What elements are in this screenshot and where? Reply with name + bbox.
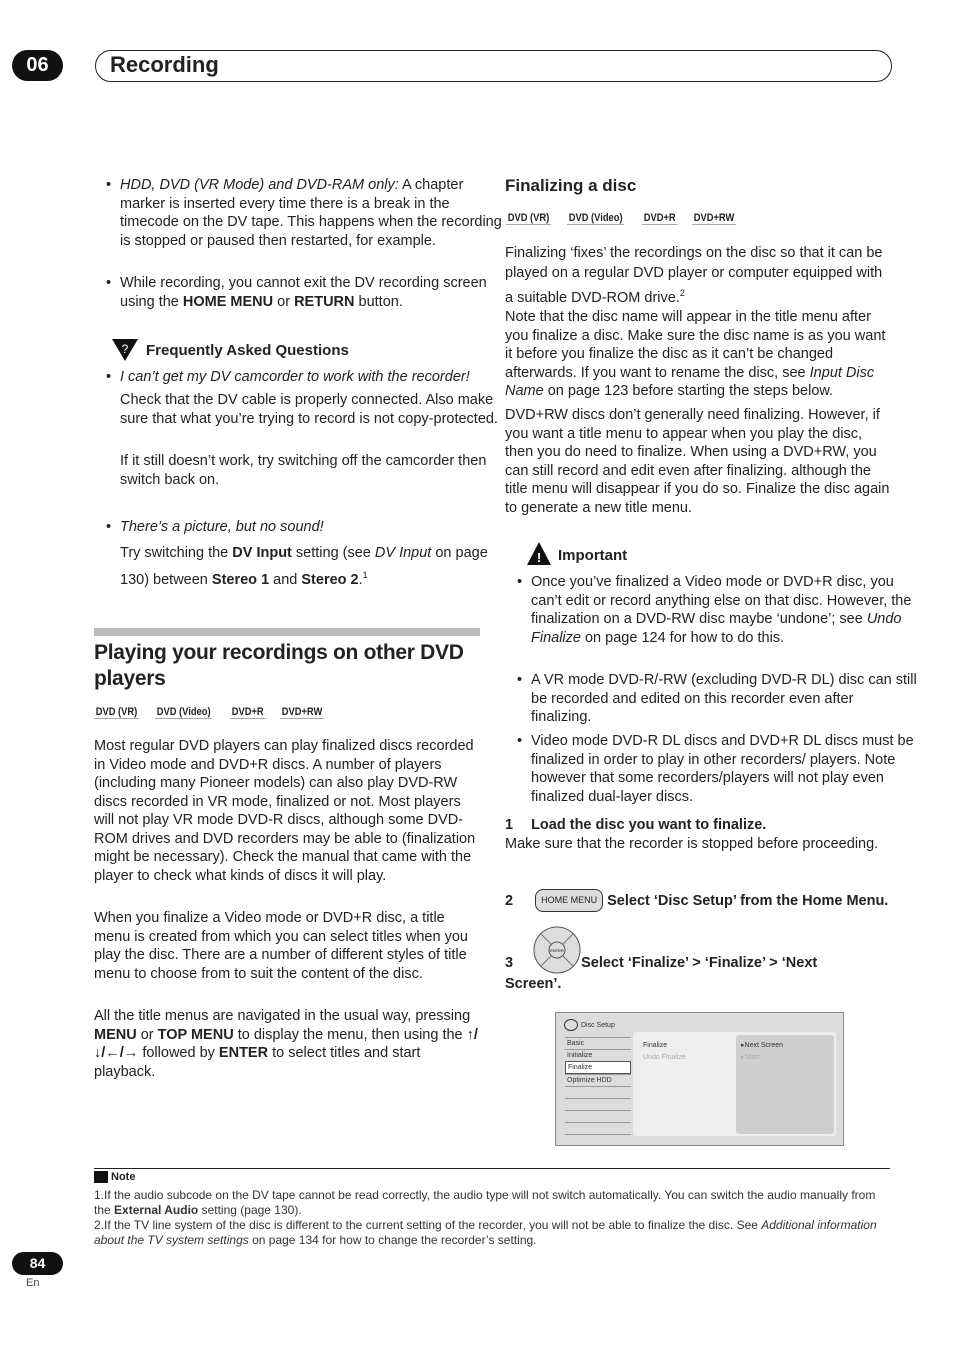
page-number: 84	[12, 1252, 63, 1275]
text-run: 1	[362, 570, 368, 580]
disc-badge: DVD (Video)	[156, 706, 211, 718]
faq-icon	[110, 337, 140, 363]
action-start[interactable]: ▸Start	[741, 1054, 760, 1061]
direction-pad-icon	[532, 925, 582, 975]
step-2	[505, 889, 888, 912]
step-number: 2	[505, 893, 514, 909]
disc-badge: DVD (VR)	[507, 212, 550, 224]
screen-menu-item[interactable]: Initialize	[565, 1049, 631, 1061]
text-run: A VR mode DVD-R/-RW (excluding DVD-R DL) disc can still be recorded and edited on this recorder even after finalizing.	[531, 672, 917, 725]
faq-answer	[94, 391, 506, 428]
screen-menu-empty	[565, 1134, 631, 1146]
text-run: DVD+RW discs don’t generally need finalizing. However, if you want a title menu to appear when you play the disc, then you do need to finalize. When using a DVD+RW, you can still record and edit even after finalizing. although the title menu will disappear if you do so. Finalize the disc again to generate a new title menu.	[505, 407, 890, 516]
text-run: on page 124 for how to do this.	[580, 629, 785, 646]
bullet-item	[94, 274, 506, 311]
section-title: Playing your recordings on other DVD players	[94, 641, 464, 690]
text-run: or	[136, 1026, 158, 1043]
text-run: or	[273, 293, 295, 310]
screen-actions	[741, 1040, 783, 1064]
text-run: on page 130) between	[120, 545, 488, 588]
text-run: Undo Finalize	[531, 611, 902, 646]
text-run: Input Disc Name	[505, 364, 875, 399]
screen-menu-empty	[565, 1098, 631, 1110]
step-text: Make sure that the recorder is stopped before proceeding.	[505, 836, 879, 852]
screen-menu-item[interactable]: Basic	[565, 1037, 631, 1049]
text-run: When you finalize a Video mode or DVD+R disc, a title menu is created from which you can select titles when you play the disc. There are a number of different styles of title menu to choose from to suit the content of the disc.	[94, 910, 468, 982]
disc-badge: DVD+R	[643, 212, 676, 224]
option-finalize[interactable]: Finalize	[643, 1042, 668, 1049]
text-run: setting (page 130).	[198, 1203, 302, 1217]
text-run: DV Input	[232, 545, 292, 561]
svg-text:?: ?	[121, 342, 129, 356]
screen-menu-item[interactable]: Optimize HDD	[565, 1074, 631, 1086]
paragraph	[94, 1007, 480, 1081]
text-run: Stereo 2	[301, 571, 359, 588]
text-run: on page 134 for how to change the recorder’s setting.	[248, 1233, 537, 1247]
disc-badges	[506, 212, 744, 225]
text-run: External Audio	[114, 1203, 199, 1217]
text-run: to select titles and start playback.	[94, 1045, 421, 1080]
text-run: ENTER	[218, 1045, 269, 1061]
text-run: TOP MENU	[157, 1026, 234, 1043]
text-run: HDD, DVD (VR Mode) and DVD-RAM only:	[120, 177, 399, 193]
disc-badge: DVD+RW	[693, 212, 735, 224]
text-run: MENU	[94, 1026, 137, 1043]
text-run: setting (see	[291, 545, 375, 561]
text-run: Once you’ve finalized a Video mode or DVD+R disc, you can’t edit or record anything else on that disc. However, the finalization on a DVD-RW disc maybe ‘undone’; see	[531, 574, 912, 627]
screen-options	[643, 1040, 686, 1064]
text-run: HOME MENU	[182, 293, 274, 310]
step-number: 3	[505, 955, 514, 971]
text-run: 1.If the audio subcode on the DV tape cannot be read correctly, the audio type will not switch automatically. You can switch the audio manually from the	[94, 1188, 876, 1217]
disc-badge: DVD (VR)	[95, 706, 138, 718]
faq-question	[94, 518, 506, 537]
text-run: Stereo 1	[211, 571, 270, 588]
text-run: 2	[679, 288, 685, 298]
step-1	[505, 816, 766, 835]
step-title: Select ‘Disc Setup’ from the Home Menu.	[607, 893, 889, 909]
text-run: to display the menu, then using the	[233, 1026, 467, 1043]
disc-icon	[564, 1019, 578, 1031]
faq-question	[94, 368, 506, 387]
faq-answer	[94, 452, 506, 489]
step-title: Select ‘Finalize’ > ‘Finalize’ > ‘Next Screen’.	[505, 955, 818, 992]
screen-menu-item[interactable]: Finalize	[565, 1061, 631, 1074]
screen-menu-empty	[565, 1086, 631, 1098]
paragraph	[94, 737, 480, 885]
bullet-item	[94, 176, 506, 250]
disc-badge: DVD (Video)	[568, 212, 623, 224]
chapter-number: 06	[12, 50, 63, 81]
disc-badges	[94, 706, 332, 719]
option-undo-finalize[interactable]: Undo Finalize	[643, 1054, 686, 1061]
text-run: There’s a picture, but no sound!	[120, 519, 324, 535]
text-run: Finalizing ‘fixes’ the recordings on the disc so that it can be played on a regular DVD player or computer equipped with a suitable DVD-ROM drive.	[505, 245, 883, 306]
step-title: Load the disc you want to finalize.	[531, 817, 767, 833]
chapter-title: Recording	[110, 52, 219, 77]
text-run: If it still doesn’t work, try switching off the camcorder then switch back on.	[120, 453, 487, 488]
text-run: ↑/↓/←/→	[94, 1026, 478, 1061]
text-run: A chapter marker is inserted every time there is a break in the timecode on the DV tape. This happens when the recording is stopped or paused then restarted, for example.	[120, 177, 502, 249]
bullet-item	[505, 732, 917, 806]
faq-title: Frequently Asked Questions	[146, 342, 349, 359]
faq-answer	[94, 542, 506, 591]
notes-heading: Note	[94, 1171, 135, 1183]
screen-menu-empty	[565, 1122, 631, 1134]
text-run: DV Input	[374, 545, 432, 561]
action-next-screen[interactable]: ▸Next Screen	[741, 1042, 784, 1049]
text-run: 2.If the TV line system of the disc is different to the current setting of the recorder, you will not be able to finalize the disc. See	[94, 1218, 762, 1232]
text-run: I can’t get my DV camcorder to work with the recorder!	[120, 369, 470, 385]
text-run: and	[269, 571, 302, 588]
screen-menu	[565, 1037, 631, 1146]
text-run: All the title menus are navigated in the usual way, pressing	[94, 1008, 471, 1024]
text-run: Additional information about the TV system settings	[94, 1218, 877, 1247]
language: En	[26, 1277, 40, 1289]
screen-menu-empty	[565, 1110, 631, 1122]
enter-label: ENTER	[550, 948, 564, 953]
warning-icon	[526, 541, 552, 567]
text-run: Check that the DV cable is properly connected. Also make sure that what you’re trying to record is not copy-protected.	[120, 392, 498, 427]
screen-title: Disc Setup	[564, 1019, 615, 1031]
paragraph	[505, 308, 891, 401]
step-number: 1	[505, 817, 514, 833]
paragraph	[505, 243, 891, 308]
svg-text:!: !	[536, 550, 542, 565]
text-run: Try switching the	[120, 545, 233, 561]
section-divider	[94, 628, 480, 636]
paragraph	[94, 909, 480, 983]
paragraph	[505, 406, 891, 517]
text-run: .	[358, 571, 363, 588]
text-run: Most regular DVD players can play finalized discs recorded in Video mode and DVD+R discs. A number of players (including many Pioneer models) can also play DVD-RW discs recorded in VR mode, finalized or not. Most players will not play VR mode DVD-R discs, although some DVD-ROM drives and DVD recorders may be able to (finalization might be necessary). Check the manual that came with the player to check what kinds of discs it will play.	[94, 738, 476, 884]
disc-setup-screen	[555, 1012, 844, 1146]
bullet-item	[505, 573, 917, 647]
home-menu-button-icon: HOME MENU	[535, 889, 603, 912]
section-title: Finalizing a disc	[505, 176, 637, 195]
text-run: Video mode DVD-R DL discs and DVD+R DL discs must be finalized in order to play in other recorders/ players. Note however that some recorders/players will not play even finalized dual-layer discs.	[531, 733, 914, 805]
notes-rule	[94, 1168, 890, 1169]
text-run: RETURN	[294, 293, 355, 310]
note-icon	[94, 1171, 108, 1183]
text-run: While recording, you cannot exit the DV recording screen using the	[120, 275, 487, 310]
disc-badge: DVD+RW	[281, 706, 323, 718]
disc-badge: DVD+R	[231, 706, 264, 718]
text-run: followed by	[138, 1045, 219, 1061]
footnote	[94, 1188, 890, 1218]
text-run: on page 123 before starting the steps below.	[543, 383, 834, 399]
bullet-item	[505, 671, 917, 727]
text-run: button.	[354, 293, 403, 310]
important-title: Important	[558, 547, 628, 564]
footnote	[94, 1218, 890, 1248]
text-run: Note that the disc name will appear in the title menu after you finalize a disc. Make sure the disc name is as you want it before you finalize the disc as it can’t be changed afterwards. If you want to rename the disc, see	[505, 309, 886, 381]
